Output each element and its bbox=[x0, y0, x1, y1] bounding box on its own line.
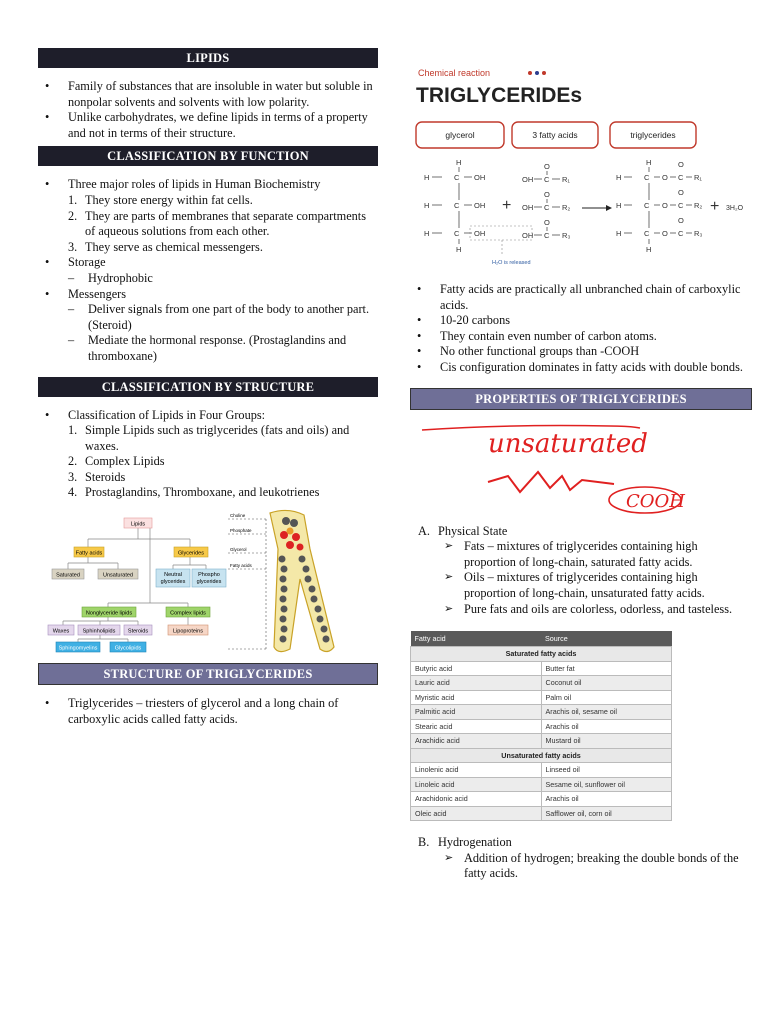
svg-text:R₃: R₃ bbox=[562, 231, 571, 240]
water-released-note: H₂O is released bbox=[492, 260, 531, 266]
diagram-label-fatty-acids: Fatty acids bbox=[230, 563, 252, 569]
section-header-function: CLASSIFICATION BY FUNCTION bbox=[38, 146, 378, 166]
box-glycerol: glycerol bbox=[445, 130, 475, 140]
svg-text:C: C bbox=[454, 173, 460, 182]
section-header-properties: PROPERTIES OF TRIGLYCERIDES bbox=[410, 388, 752, 410]
svg-text:H: H bbox=[616, 229, 622, 238]
lipids-bullets bbox=[38, 79, 378, 141]
function-content bbox=[38, 177, 378, 364]
reaction-equation bbox=[424, 158, 744, 254]
section-header-lipids: LIPIDS bbox=[38, 48, 378, 68]
reaction-caption: Chemical reaction bbox=[418, 68, 491, 78]
handwriting-cooh: COOH bbox=[626, 490, 685, 512]
arrow-bullet-icon: ➢ bbox=[444, 602, 454, 615]
dot-icon bbox=[535, 71, 539, 75]
table-row: Butyric acid Butter fat bbox=[411, 661, 672, 676]
svg-text:H: H bbox=[456, 245, 462, 254]
left-column bbox=[38, 48, 378, 727]
bullet: • They contain even number of carbon atoms. bbox=[410, 329, 752, 345]
svg-text:OH: OH bbox=[522, 203, 534, 212]
section-header-structure: CLASSIFICATION BY STRUCTURE bbox=[38, 377, 378, 397]
arrow-bullet-icon: ➢ bbox=[444, 540, 454, 553]
diagram-node-saturated: Saturated bbox=[56, 572, 80, 579]
role-item: 3. They serve as chemical messengers. bbox=[68, 239, 263, 254]
svg-text:R₁: R₁ bbox=[562, 175, 570, 184]
table-row: Linolenic acid Linseed oil bbox=[411, 763, 672, 778]
svg-text:C: C bbox=[644, 201, 650, 210]
table-header: Source bbox=[541, 631, 672, 647]
hydrogenation-heading: B. Hydrogenation bbox=[418, 835, 512, 850]
reaction-title: TRIGLYCERIDEs bbox=[416, 84, 583, 107]
svg-text:O: O bbox=[678, 216, 684, 225]
arrow-item: ➢ Addition of hydrogen; breaking the double bonds of the fatty acids. bbox=[444, 850, 739, 881]
arrow-bullet-icon: ➢ bbox=[444, 851, 454, 864]
diagram-node-neutral-1: Neutral bbox=[164, 572, 182, 579]
diagram-label-glycerol: Glycerol bbox=[230, 547, 247, 553]
svg-text:H: H bbox=[616, 201, 622, 210]
svg-text:O: O bbox=[544, 190, 550, 199]
table-section-row: Saturated fatty acids bbox=[411, 647, 672, 662]
right-column bbox=[410, 64, 752, 882]
svg-text:OH: OH bbox=[522, 175, 534, 184]
bullet: • Cis configuration dominates in fatty acids with double bonds. bbox=[410, 360, 752, 376]
arrow-item: ➢ Fats – mixtures of triglycerides containing high proportion of long-chain, saturated fatty acids. bbox=[444, 539, 698, 569]
diagram-node-unsaturated: Unsaturated bbox=[103, 572, 133, 579]
diagram-node-nonglyceride: Nonglyceride lipids bbox=[85, 610, 133, 617]
group-item: 2. Complex Lipids bbox=[68, 454, 165, 469]
table-row: Stearic acid Arachis oil bbox=[411, 719, 672, 734]
diagram-node-phospho-2: glycerides bbox=[196, 579, 222, 586]
table-header-row bbox=[411, 631, 672, 647]
table-row: Myristic acid Palm oil bbox=[411, 690, 672, 705]
diagram-node-lipoproteins: Lipoproteins bbox=[173, 628, 203, 635]
physical-state-heading: A. Physical State bbox=[418, 523, 508, 538]
group-item: 3. Steroids bbox=[68, 469, 126, 484]
section-header-tri-structure: STRUCTURE OF TRIGLYCERIDES bbox=[38, 663, 378, 685]
svg-text:H: H bbox=[424, 229, 430, 238]
svg-text:O: O bbox=[544, 162, 550, 171]
bullet: • No other functional groups than -COOH bbox=[410, 344, 752, 360]
table-row: Arachidic acid Mustard oil bbox=[411, 734, 672, 749]
table-row: Lauric acid Coconut oil bbox=[411, 676, 672, 691]
bullet: • Classification of Lipids in Four Groups: bbox=[38, 408, 378, 424]
physical-state-section bbox=[410, 524, 752, 618]
diagram-node-glycerides: Glycerides bbox=[178, 550, 204, 557]
diagram-node-glycolipids: Glycolipids bbox=[114, 645, 142, 652]
svg-text:C: C bbox=[454, 229, 460, 238]
box-triglycerides: triglycerides bbox=[630, 130, 676, 140]
svg-text:OH: OH bbox=[474, 173, 486, 182]
box-fatty-acids: 3 fatty acids bbox=[532, 130, 578, 140]
diagram-label-choline: Choline bbox=[230, 513, 246, 519]
diagram-node-sphingomyelins: Sphingomyelins bbox=[58, 645, 98, 652]
table-header: Fatty acid bbox=[411, 631, 542, 647]
handwritten-annotation bbox=[410, 410, 752, 520]
svg-text:C: C bbox=[678, 229, 684, 238]
svg-text:C: C bbox=[644, 229, 650, 238]
role-item: 1. They store energy within fat cells. bbox=[68, 192, 253, 207]
svg-text:C: C bbox=[678, 173, 684, 182]
fatty-acid-bullets bbox=[410, 282, 752, 376]
svg-text:H: H bbox=[646, 245, 652, 254]
bullet: • 10-20 carbons bbox=[410, 313, 752, 329]
svg-text:R₃: R₃ bbox=[694, 229, 703, 238]
svg-text:H: H bbox=[424, 201, 430, 210]
svg-text:O: O bbox=[662, 201, 668, 210]
dot-icon bbox=[528, 71, 532, 75]
bullet: • Family of substances that are insoluble in water but soluble in nonpolar solvents and solvents with low polarity. bbox=[38, 79, 378, 110]
svg-text:R₁: R₁ bbox=[694, 173, 702, 182]
svg-text:O: O bbox=[662, 229, 668, 238]
svg-text:OH: OH bbox=[522, 231, 534, 240]
svg-text:C: C bbox=[544, 175, 550, 184]
svg-text:C: C bbox=[644, 173, 650, 182]
svg-text:C: C bbox=[544, 231, 550, 240]
bullet-messengers: • Messengers bbox=[38, 287, 378, 303]
dash-item: – Deliver signals from one part of the body to another part. (Steroid) bbox=[68, 302, 370, 332]
dash-item: – Hydrophobic bbox=[68, 270, 153, 285]
water-product: 3H₂O bbox=[726, 205, 744, 212]
diagram-node-fatty-acids: Fatty acids bbox=[75, 550, 103, 557]
bullet: • Three major roles of lipids in Human Biochemistry bbox=[38, 177, 378, 193]
svg-text:R₂: R₂ bbox=[562, 203, 571, 212]
svg-text:C: C bbox=[454, 201, 460, 210]
arrow-item: ➢ Oils – mixtures of triglycerides containing high proportion of long-chain, unsaturated fatty acids. bbox=[444, 570, 705, 600]
bullet: • Triglycerides – triesters of glycerol and a long chain of carboxylic acids called fatty acids. bbox=[38, 696, 378, 727]
svg-text:+: + bbox=[710, 198, 720, 215]
table-section-row: Unsaturated fatty acids bbox=[411, 748, 672, 763]
svg-text:C: C bbox=[544, 203, 550, 212]
table-row: Palmitic acid Arachis oil, sesame oil bbox=[411, 705, 672, 720]
table-row: Oleic acid Safflower oil, corn oil bbox=[411, 806, 672, 821]
svg-text:O: O bbox=[662, 173, 668, 182]
svg-text:H: H bbox=[646, 158, 652, 167]
diagram-node-steroids: Steroids bbox=[127, 628, 149, 635]
svg-text:+: + bbox=[502, 197, 512, 214]
group-item: 1. Simple Lipids such as triglycerides (fats and oils) and waxes. bbox=[68, 423, 350, 453]
svg-text:H: H bbox=[424, 173, 430, 182]
svg-text:O: O bbox=[678, 160, 684, 169]
handwriting-unsaturated: unsaturated bbox=[488, 428, 648, 459]
diagram-node-phospho-1: Phospho bbox=[198, 572, 220, 579]
svg-text:R₂: R₂ bbox=[694, 201, 703, 210]
structure-content bbox=[38, 408, 378, 502]
diagram-node-complex: Complex lipids bbox=[170, 610, 206, 617]
bullet: • Fatty acids are practically all unbranched chain of carboxylic acids. bbox=[410, 282, 752, 313]
dot-icon bbox=[542, 71, 546, 75]
arrow-bullet-icon: ➢ bbox=[444, 571, 454, 584]
diagram-node-lipids: Lipids bbox=[130, 521, 146, 528]
svg-text:C: C bbox=[678, 201, 684, 210]
svg-text:H: H bbox=[456, 158, 462, 167]
dash-item: – Mediate the hormonal response. (Prostaglandins and thromboxane) bbox=[68, 333, 347, 363]
diagram-label-phosphate: Phosphate bbox=[230, 528, 252, 534]
tri-structure-bullets bbox=[38, 696, 378, 727]
table-row: Linoleic acid Sesame oil, sunflower oil bbox=[411, 777, 672, 792]
svg-text:OH: OH bbox=[474, 201, 486, 210]
table-row: Arachidonic acid Arachis oil bbox=[411, 792, 672, 807]
group-item: 4. Prostaglandins, Thromboxane, and leukotrienes bbox=[68, 485, 320, 500]
lipid-classification-diagram bbox=[38, 509, 378, 655]
hydrogenation-section bbox=[410, 835, 752, 882]
svg-text:H: H bbox=[616, 173, 622, 182]
diagram-node-sphingolipids: Sphinholipids bbox=[82, 628, 116, 635]
svg-text:O: O bbox=[544, 218, 550, 227]
bullet-storage: • Storage bbox=[38, 255, 378, 271]
arrow-item: ➢ Pure fats and oils are colorless, odorless, and tasteless. bbox=[444, 601, 733, 616]
bullet: • Unlike carbohydrates, we define lipids in terms of a property and not in terms of their structure. bbox=[38, 110, 378, 141]
phospholipid-molecule-illustration bbox=[270, 510, 334, 651]
diagram-node-waxes: Waxes bbox=[52, 628, 70, 635]
diagram-node-neutral-2: glycerides bbox=[160, 579, 186, 586]
svg-text:OH: OH bbox=[474, 229, 486, 238]
svg-text:O: O bbox=[678, 188, 684, 197]
fatty-acid-source-table bbox=[410, 631, 672, 821]
triglyceride-reaction-figure bbox=[410, 64, 752, 274]
role-item: 2. They are parts of membranes that separate compartments of aqueous solutions from each other. bbox=[68, 208, 367, 239]
